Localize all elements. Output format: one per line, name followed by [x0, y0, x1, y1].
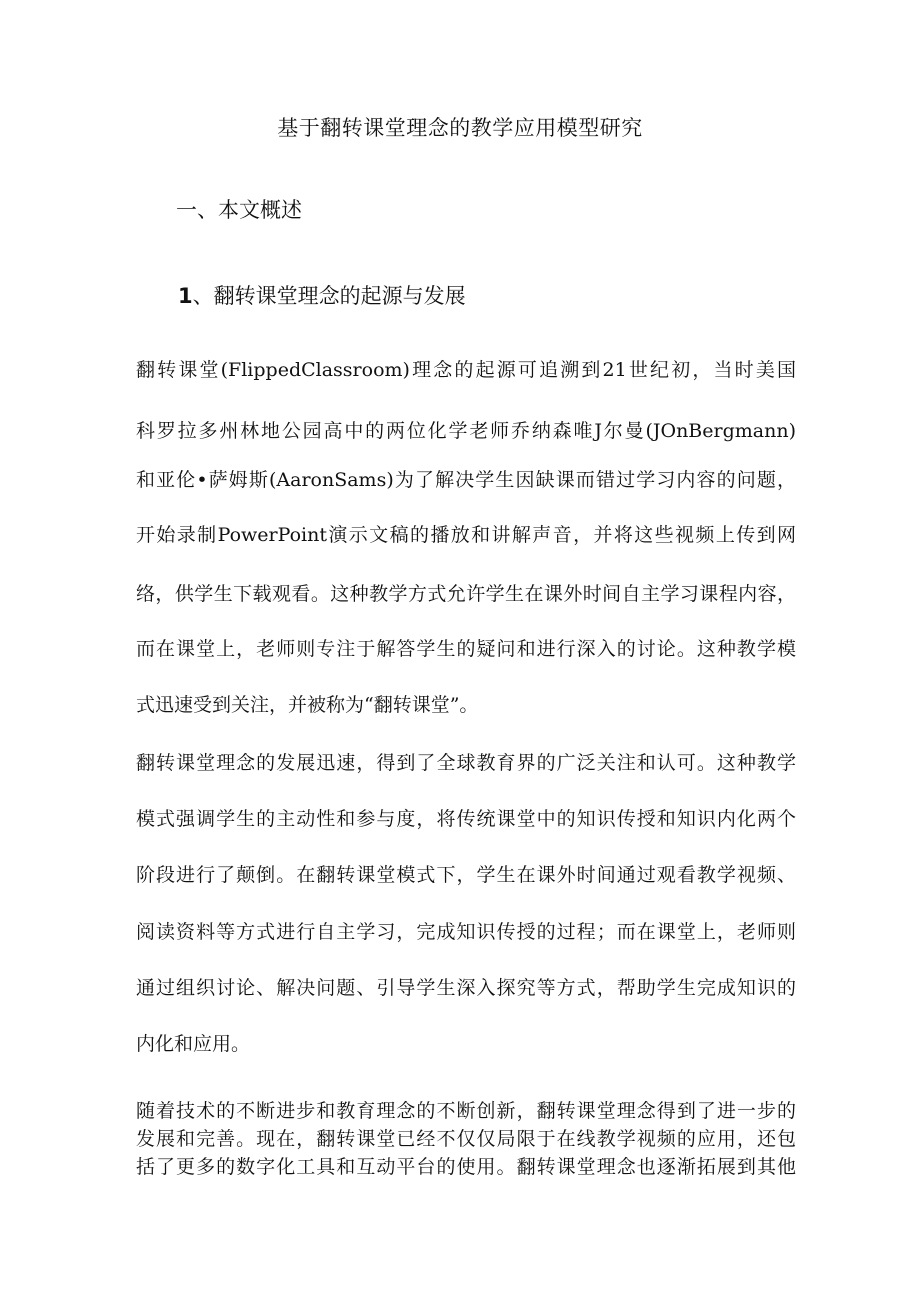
- paragraph-line: 络，供学生下载观看。这种教学方式允许学生在课外时间自主学习课程内容，: [136, 583, 796, 605]
- subsection-number: 1: [178, 284, 193, 308]
- paragraph-line: 翻转课堂理念的发展迅速，得到了全球教育界的广泛关注和认可。这种教学: [136, 752, 796, 774]
- paragraph-line: 括了更多的数字化工具和互动平台的使用。翻转课堂理念也逐渐拓展到其他: [136, 1156, 796, 1178]
- paragraph-line: 模式强调学生的主动性和参与度，将传统课堂中的知识传授和知识内化两个: [136, 808, 796, 830]
- paragraph-line: 内化和应用。: [136, 1033, 251, 1055]
- section-heading: 一、本文概述: [176, 198, 302, 222]
- paragraph-line: 阅读资料等方式进行自主学习，完成知识传授的过程；而在课堂上，老师则: [136, 921, 796, 943]
- paragraph-line: 式迅速受到关注，并被称为“翻转课堂”。: [136, 694, 479, 716]
- subsection-title: 、翻转课堂理念的起源与发展: [192, 284, 466, 308]
- paragraph-line: 随着技术的不断进步和教育理念的不断创新，翻转课堂理念得到了进一步的: [136, 1100, 796, 1122]
- paragraph-line: 开始录制PowerPoint演示文稿的播放和讲解声音，并将这些视频上传到网: [136, 524, 796, 546]
- paragraph-line: 和亚伦•萨姆斯(AaronSams)为了解决学生因缺课而错过学习内容的问题，: [136, 469, 796, 491]
- paragraph-line: 翻转课堂(FlippedClassroom)理念的起源可追溯到21世纪初，当时美国: [136, 359, 796, 381]
- paragraph-line: 科罗拉多州林地公园高中的两位化学老师乔纳森唯J尔曼(JOnBergmann): [136, 420, 796, 442]
- paragraph-line: 而在课堂上，老师则专注于解答学生的疑问和进行深入的讨论。这种教学模: [136, 638, 796, 660]
- paragraph-line: 阶段进行了颠倒。在翻转课堂模式下，学生在课外时间通过观看教学视频、: [136, 864, 796, 886]
- document-title: 基于翻转课堂理念的教学应用模型研究: [277, 116, 643, 140]
- subsection-heading: [178, 280, 466, 310]
- paragraph-line: 通过组织讨论、解决问题、引导学生深入探究等方式，帮助学生完成知识的: [136, 977, 796, 999]
- paragraph-line: 发展和完善。现在，翻转课堂已经不仅仅局限于在线教学视频的应用，还包: [136, 1128, 796, 1150]
